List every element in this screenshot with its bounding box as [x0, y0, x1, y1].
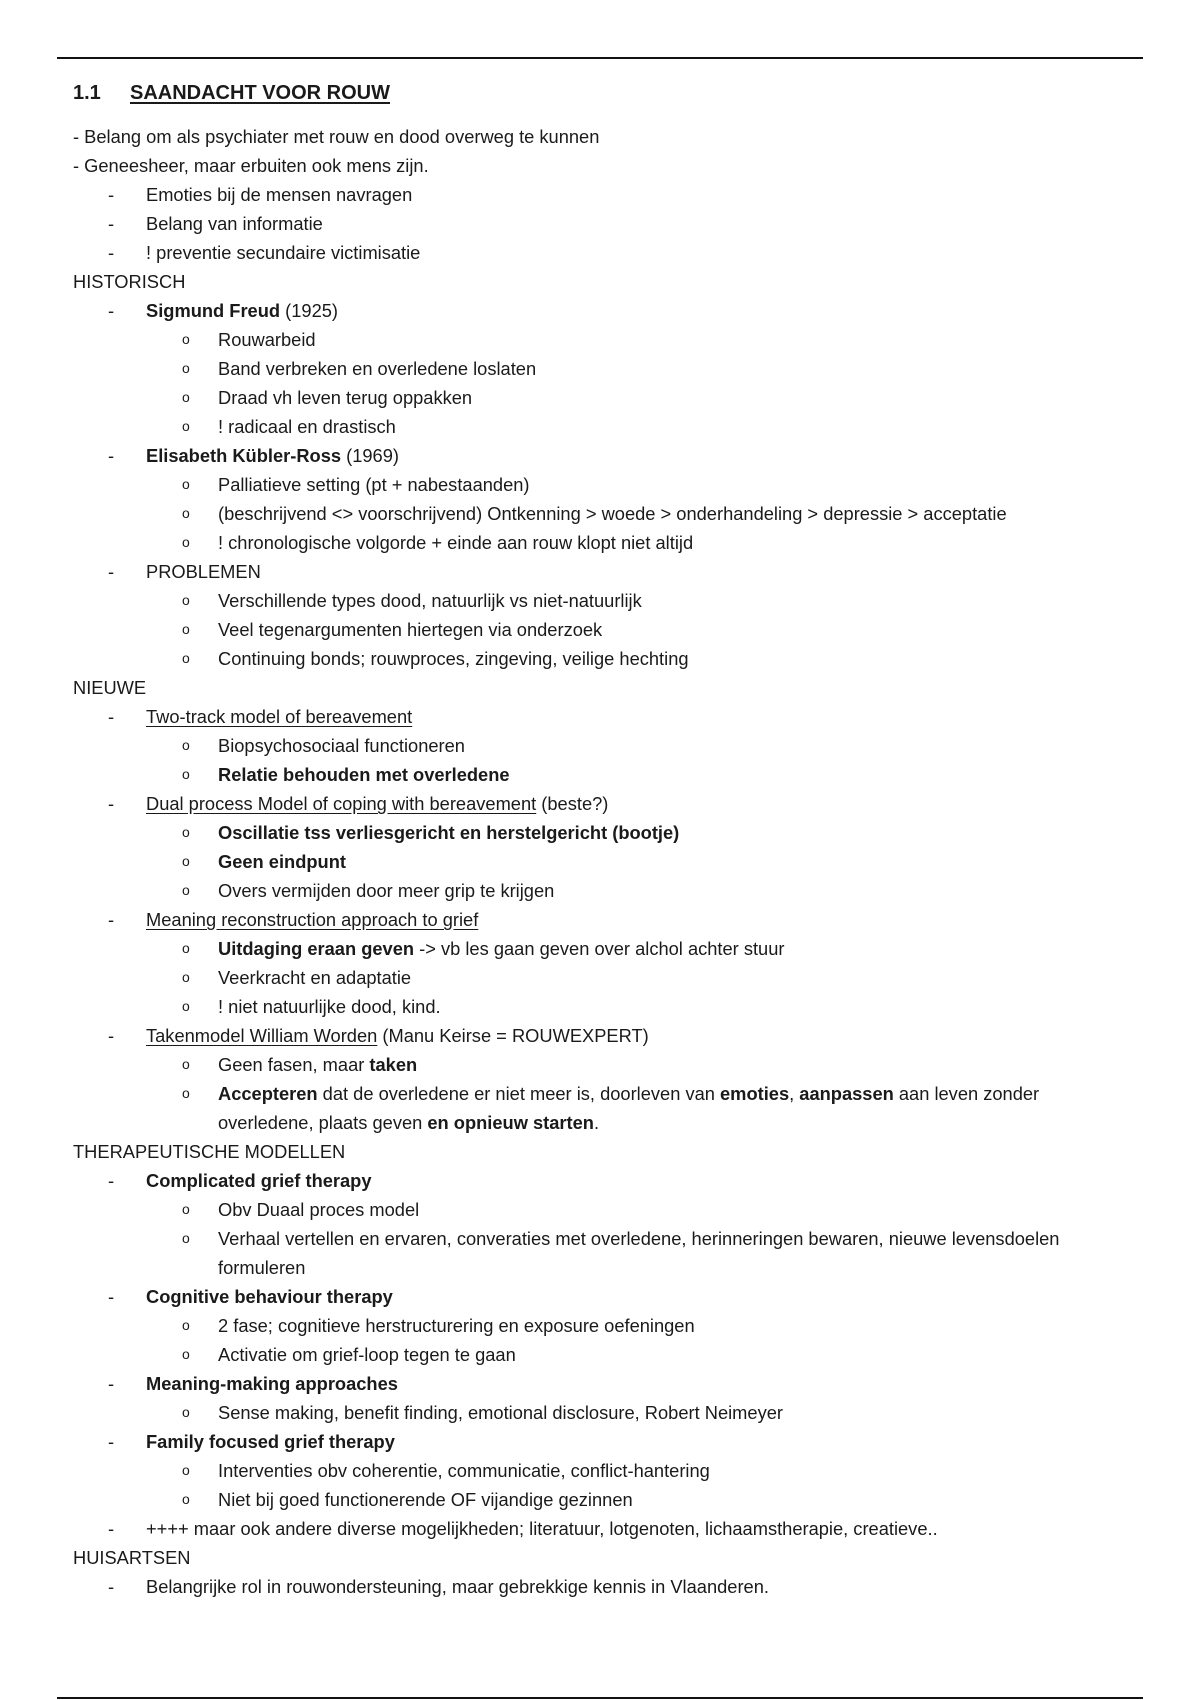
circle-marker: o [182, 766, 190, 782]
circle-marker: o [182, 940, 190, 956]
top-rule [57, 57, 1143, 59]
dash-marker: - [108, 1170, 115, 1191]
sub-bullet-item: o Activatie om grief-loop tegen te gaan [73, 1340, 1133, 1369]
bullet-item: - Elisabeth Kübler-Ross (1969) [73, 441, 1133, 470]
circle-marker: o [182, 1317, 190, 1333]
sub-bullet-item: o Overs vermijden door meer grip te krijgen [73, 876, 1133, 905]
dash-marker: - [108, 300, 115, 321]
bullet-item: - Dual process Model of coping with bereavement (beste?) [73, 789, 1133, 818]
sub-bullet-item: o (beschrijvend <> voorschrijvend) Ontkenning > woede > onderhandeling > depressie > acceptatie [73, 499, 1133, 528]
circle-marker: o [182, 360, 190, 376]
dash-marker: - [108, 706, 115, 727]
sub-bullet-item: o Rouwarbeid [73, 325, 1133, 354]
dash-marker: - [108, 184, 115, 205]
circle-marker: o [182, 1346, 190, 1362]
sub-bullet-item: o Continuing bonds; rouwproces, zingeving, veilige hechting [73, 644, 1133, 673]
bullet-item: - Belangrijke rol in rouwondersteuning, maar gebrekkige kennis in Vlaanderen. [73, 1572, 1133, 1601]
dash-marker: - [108, 909, 115, 930]
sub-bullet-item: o Oscillatie tss verliesgericht en herstelgericht (bootje) [73, 818, 1133, 847]
bullet-item: - Family focused grief therapy [73, 1427, 1133, 1456]
bullet-item: - Two-track model of bereavement [73, 702, 1133, 731]
subsection-label: THERAPEUTISCHE MODELLEN [73, 1141, 346, 1162]
sub-bullet-item: o Geen eindpunt [73, 847, 1133, 876]
sub-bullet-item: o Niet bij goed functionerende OF vijandige gezinnen [73, 1485, 1133, 1514]
sub-bullet-item: o ! radicaal en drastisch [73, 412, 1133, 441]
sub-bullet-item: o Veerkracht en adaptatie [73, 963, 1133, 992]
circle-marker: o [182, 1404, 190, 1420]
sub-bullet-item: o ! chronologische volgorde + einde aan rouw klopt niet altijd [73, 528, 1133, 557]
sub-bullet-item: o Uitdaging eraan geven -> vb les gaan geven over alchol achter stuur [73, 934, 1133, 963]
subsection-label: HUISARTSEN [73, 1547, 191, 1568]
intro-line: - Geneesheer, maar erbuiten ook mens zijn. [73, 155, 429, 176]
sub-bullet-item: o Palliatieve setting (pt + nabestaanden) [73, 470, 1133, 499]
document-page [73, 82, 1133, 1601]
bullet-item: - Emoties bij de mensen navragen [73, 180, 1133, 209]
sub-bullet-item: o Band verbreken en overledene loslaten [73, 354, 1133, 383]
sub-bullet-item: o Biopsychosociaal functioneren [73, 731, 1133, 760]
sub-bullet-item: o Interventies obv coherentie, communicatie, conflict-hantering [73, 1456, 1133, 1485]
dash-marker: - [108, 445, 115, 466]
dash-marker: - [108, 1373, 115, 1394]
dash-marker: - [108, 1518, 115, 1539]
bullet-item: - Sigmund Freud (1925) [73, 296, 1133, 325]
dash-marker: - [108, 561, 115, 582]
sub-bullet-item: o Accepteren dat de overledene er niet meer is, doorleven van emoties, aanpassen aan leven zonder overledene, plaats geven en opnieuw starten. [73, 1079, 1133, 1137]
circle-marker: o [182, 650, 190, 666]
circle-marker: o [182, 1230, 190, 1246]
bullet-item: - Takenmodel William Worden (Manu Keirse = ROUWEXPERT) [73, 1021, 1133, 1050]
circle-marker: o [182, 1201, 190, 1217]
circle-marker: o [182, 418, 190, 434]
sub-bullet-item: o Verhaal vertellen en ervaren, converaties met overledene, herinneringen bewaren, nieuwe levensdoelen formuleren [73, 1224, 1133, 1282]
dash-marker: - [108, 1431, 115, 1452]
circle-marker: o [182, 998, 190, 1014]
circle-marker: o [182, 592, 190, 608]
section-title: SAANDACHT VOOR ROUW [130, 82, 390, 104]
sub-bullet-item: o ! niet natuurlijke dood, kind. [73, 992, 1133, 1021]
bullet-item: - Belang van informatie [73, 209, 1133, 238]
sub-bullet-item: o Geen fasen, maar taken [73, 1050, 1133, 1079]
circle-marker: o [182, 1491, 190, 1507]
circle-marker: o [182, 853, 190, 869]
sub-bullet-item: o Obv Duaal proces model [73, 1195, 1133, 1224]
dash-marker: - [108, 242, 115, 263]
circle-marker: o [182, 1462, 190, 1478]
circle-marker: o [182, 882, 190, 898]
bullet-item: - PROBLEMEN [73, 557, 1133, 586]
sub-bullet-item: o Sense making, benefit finding, emotional disclosure, Robert Neimeyer [73, 1398, 1133, 1427]
bullet-item: - Cognitive behaviour therapy [73, 1282, 1133, 1311]
dash-marker: - [108, 213, 115, 234]
circle-marker: o [182, 1056, 190, 1072]
dash-marker: - [108, 1286, 115, 1307]
circle-marker: o [182, 476, 190, 492]
circle-marker: o [182, 1085, 190, 1101]
dash-marker: - [108, 1576, 115, 1597]
sub-bullet-item: o Relatie behouden met overledene [73, 760, 1133, 789]
dash-marker: - [108, 1025, 115, 1046]
circle-marker: o [182, 505, 190, 521]
sub-bullet-item: o Verschillende types dood, natuurlijk vs niet-natuurlijk [73, 586, 1133, 615]
bullet-item: - Meaning reconstruction approach to grief [73, 905, 1133, 934]
circle-marker: o [182, 824, 190, 840]
bullet-item: - Complicated grief therapy [73, 1166, 1133, 1195]
bottom-rule [57, 1697, 1143, 1699]
circle-marker: o [182, 534, 190, 550]
sub-bullet-item: o 2 fase; cognitieve herstructurering en exposure oefeningen [73, 1311, 1133, 1340]
section-heading [73, 82, 1133, 120]
subsection-label: HISTORISCH [73, 271, 186, 292]
circle-marker: o [182, 969, 190, 985]
intro-line: - Belang om als psychiater met rouw en dood overweg te kunnen [73, 126, 600, 147]
sub-bullet-item: o Draad vh leven terug oppakken [73, 383, 1133, 412]
section-number: 1.1 [73, 82, 101, 104]
circle-marker: o [182, 737, 190, 753]
bullet-item: - Meaning-making approaches [73, 1369, 1133, 1398]
dash-marker: - [108, 793, 115, 814]
bullet-item: - ++++ maar ook andere diverse mogelijkheden; literatuur, lotgenoten, lichaamstherapie, creatieve.. [73, 1514, 1133, 1543]
sub-bullet-item: o Veel tegenargumenten hiertegen via onderzoek [73, 615, 1133, 644]
circle-marker: o [182, 621, 190, 637]
subsection-label: NIEUWE [73, 677, 147, 698]
circle-marker: o [182, 331, 190, 347]
bullet-item: - ! preventie secundaire victimisatie [73, 238, 1133, 267]
circle-marker: o [182, 389, 190, 405]
